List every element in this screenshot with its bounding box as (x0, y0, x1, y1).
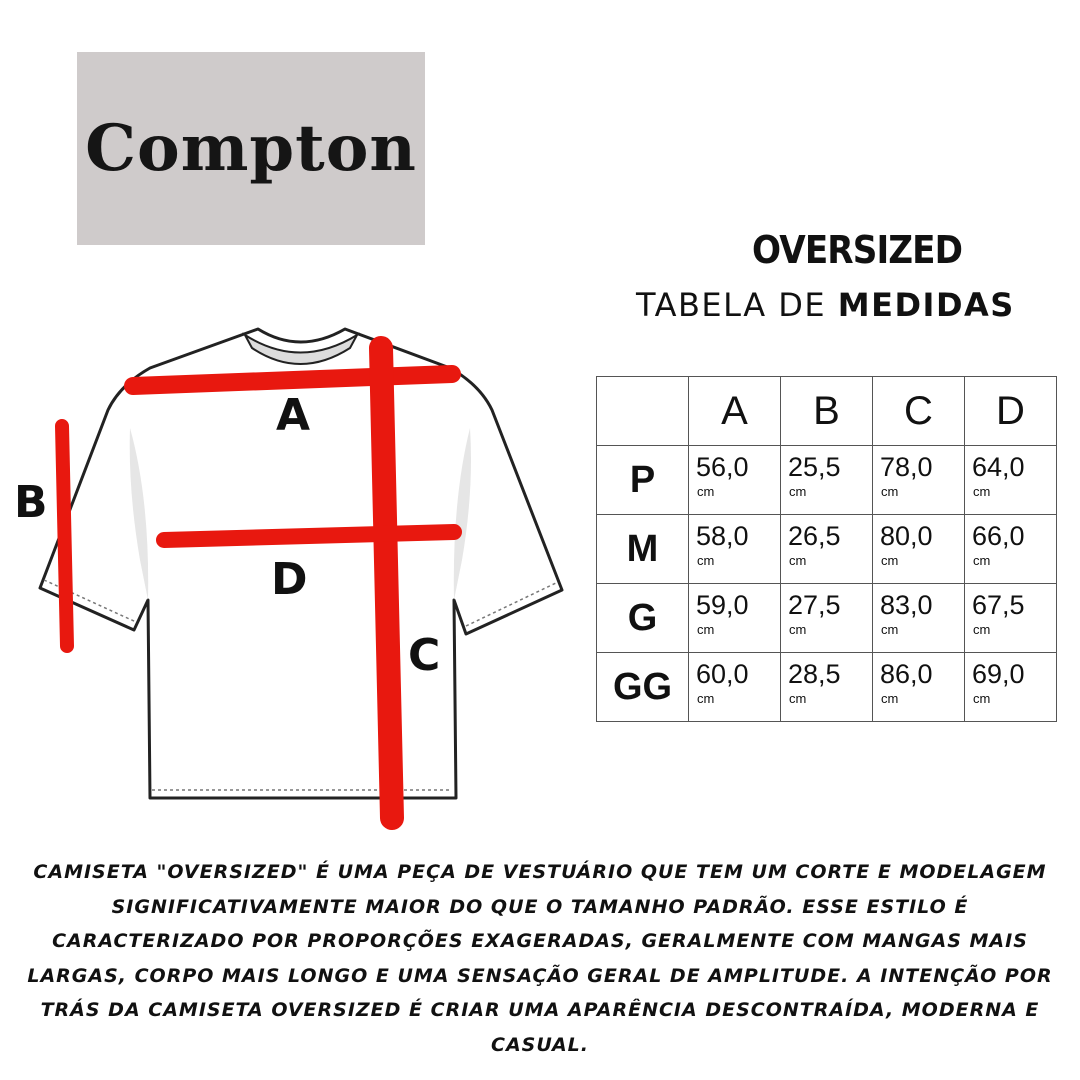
measure-bar-b (62, 426, 67, 646)
measure-label-b: B (14, 477, 48, 528)
table-cell (965, 446, 1057, 515)
cell-value: 86,0 (880, 659, 933, 689)
cell-unit: cm (973, 622, 991, 637)
cell-unit: cm (697, 553, 715, 568)
cell-unit: cm (697, 622, 715, 637)
column-header-c: C (873, 377, 965, 446)
measure-bar-a (133, 374, 452, 386)
table-cell (781, 653, 873, 722)
table-cell (873, 515, 965, 584)
cell-value: 83,0 (880, 590, 933, 620)
cell-unit: cm (881, 622, 899, 637)
row-header-size: GG (597, 653, 689, 722)
row-header-size: M (597, 515, 689, 584)
cell-value: 69,0 (972, 659, 1025, 689)
cell-value: 59,0 (696, 590, 749, 620)
measure-label-a: A (276, 390, 311, 441)
cell-unit: cm (789, 553, 807, 568)
table-cell (873, 584, 965, 653)
page-title-prefix: TABELA DE (636, 286, 838, 324)
table-row (597, 446, 1057, 515)
size-table (596, 376, 1057, 722)
cell-unit: cm (881, 484, 899, 499)
cell-unit: cm (697, 691, 715, 706)
measure-label-d: D (271, 554, 308, 605)
measure-label-c: C (408, 630, 441, 681)
cell-value: 25,5 (788, 452, 841, 482)
table-row (597, 653, 1057, 722)
table-cell (689, 446, 781, 515)
brand-logo (77, 52, 425, 245)
cell-value: 28,5 (788, 659, 841, 689)
table-cell (873, 653, 965, 722)
size-table-corner (597, 377, 689, 446)
brand-logo-text: Compton (85, 111, 417, 186)
cell-unit: cm (973, 553, 991, 568)
table-cell (689, 515, 781, 584)
cell-value: 60,0 (696, 659, 749, 689)
table-cell (965, 653, 1057, 722)
style-label: OVERSIZED (752, 228, 963, 272)
cell-value: 58,0 (696, 521, 749, 551)
cell-unit: cm (973, 691, 991, 706)
page-title-bold: MEDIDAS (837, 286, 1015, 324)
measure-bar-d (164, 532, 454, 540)
cell-value: 26,5 (788, 521, 841, 551)
cell-value: 80,0 (880, 521, 933, 551)
table-cell (689, 653, 781, 722)
size-table-header-row (597, 377, 1057, 446)
cell-unit: cm (789, 484, 807, 499)
table-cell (965, 515, 1057, 584)
table-cell (689, 584, 781, 653)
table-cell (781, 584, 873, 653)
table-row (597, 584, 1057, 653)
cell-value: 64,0 (972, 452, 1025, 482)
cell-unit: cm (881, 553, 899, 568)
cell-value: 27,5 (788, 590, 841, 620)
cell-unit: cm (789, 622, 807, 637)
row-header-size: G (597, 584, 689, 653)
column-header-b: B (781, 377, 873, 446)
measure-bar-c (381, 348, 392, 818)
cell-value: 66,0 (972, 521, 1025, 551)
table-cell (781, 446, 873, 515)
product-description: CAMISETA "OVERSIZED" É UMA PEÇA DE VESTUÁRIO QUE TEM UM CORTE E MODELAGEM SIGNIFICATIVAMENTE MAIOR DO QUE O TAMANHO PADRÃO. ESSE ESTILO É CARACTERIZADO POR PROPORÇÕES EXAGERADAS, GERALMENTE COM MANGAS MAIS LARGAS, CORPO MAIS LONGO E UMA SENSAÇÃO GERAL DE AMPLITUDE. A INTENÇÃO POR TRÁS DA CAMISETA OVERSIZED É CRIAR UMA APARÊNCIA DESCONTRAÍDA, MODERNA E CASUAL. (27, 861, 1053, 1056)
table-cell (965, 584, 1057, 653)
cell-value: 56,0 (696, 452, 749, 482)
row-header-size: P (597, 446, 689, 515)
cell-unit: cm (881, 691, 899, 706)
column-header-a: A (689, 377, 781, 446)
cell-unit: cm (697, 484, 715, 499)
table-row (597, 515, 1057, 584)
cell-value: 78,0 (880, 452, 933, 482)
page-title (636, 286, 1015, 324)
table-cell (781, 515, 873, 584)
tshirt-diagram (0, 300, 590, 840)
cell-value: 67,5 (972, 590, 1025, 620)
cell-unit: cm (789, 691, 807, 706)
table-cell (873, 446, 965, 515)
column-header-d: D (965, 377, 1057, 446)
cell-unit: cm (973, 484, 991, 499)
